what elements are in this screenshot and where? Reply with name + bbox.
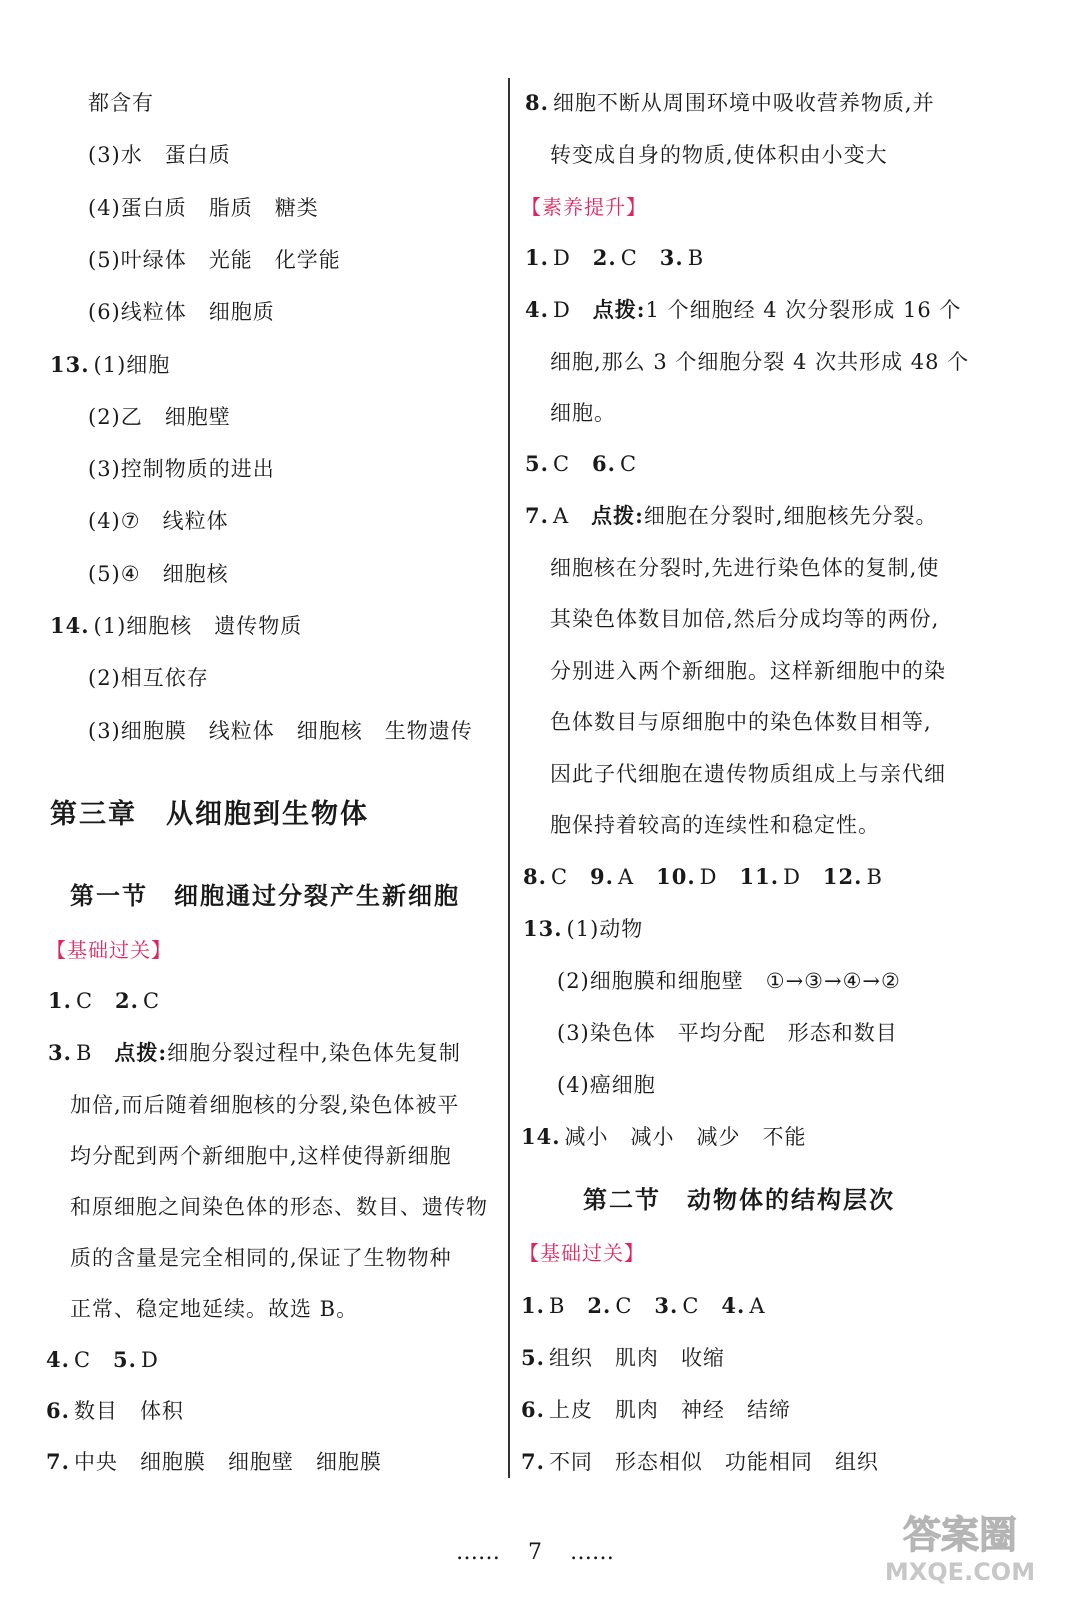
text-line: (3)水 蛋白质 (88, 143, 231, 167)
text-line: 胞保持着较高的连续性和稳定性。 (550, 813, 880, 837)
answer-line: 1. C 2. C (48, 988, 161, 1013)
text-line: (2)乙 细胞壁 (88, 405, 231, 429)
text-line: 正常、稳定地延续。故选 B。 (70, 1297, 359, 1321)
watermark-logo (870, 1508, 1050, 1586)
answer-5: 5. 组织 肌肉 收缩 (521, 1345, 725, 1370)
text-line: 色体数目与原细胞中的染色体数目相等, (550, 710, 932, 734)
answer-line: 1. B 2. C 3. C 4. A (521, 1293, 766, 1318)
text-line: 细胞,那么 3 个细胞分裂 4 次共形成 48 个 (550, 350, 970, 374)
answer-13: 13. (1)动物 (523, 916, 644, 941)
answer-7: 7. 中央 细胞膜 细胞壁 细胞膜 (46, 1449, 382, 1474)
text-line: 因此子代细胞在遗传物质组成上与亲代细 (550, 762, 946, 786)
text-line: (4)⑦ 线粒体 (88, 509, 229, 533)
text-line: (2)相互依存 (88, 666, 209, 690)
answer-8: 8. 细胞不断从周围环境中吸收营养物质,并 (525, 90, 935, 115)
page-number: 7 (528, 1540, 542, 1565)
answer-7: 7. 不同 形态相似 功能相同 组织 (521, 1449, 879, 1474)
answer-line: 4. C 5. D (46, 1347, 159, 1372)
answer-13: 13. (1)细胞 (50, 352, 171, 377)
text-line: 细胞。 (550, 401, 616, 425)
text-line: 加倍,而后随着细胞核的分裂,染色体被平 (70, 1093, 460, 1117)
text-line: (2)细胞膜和细胞壁 ①→③→④→② (557, 969, 901, 993)
text-line: 分别进入两个新细胞。这样新细胞中的染 (550, 659, 946, 683)
text-line: (4)蛋白质 脂质 糖类 (88, 196, 319, 220)
answer-line: 5. C 6. C (525, 451, 638, 476)
section-tag: 【基础过关】 (519, 1241, 645, 1265)
chapter-title: 第三章 从细胞到生物体 (50, 799, 369, 830)
text-line: 质的含量是完全相同的,保证了生物物种 (70, 1246, 452, 1270)
text-line: 其染色体数目加倍,然后分成均等的两份, (550, 607, 940, 631)
watermark-url: MXQE.COM (884, 1558, 1036, 1586)
text-line: 转变成自身的物质,使体积由小变大 (550, 143, 888, 167)
answer-line: 1. D 2. C 3. B (525, 245, 705, 270)
text-line: (6)线粒体 细胞质 (88, 300, 275, 324)
footer-dots-right: …… (570, 1540, 614, 1565)
answer-14: 14. (1)细胞核 遗传物质 (50, 613, 303, 638)
answer-14: 14. 减小 减小 减少 不能 (521, 1124, 807, 1149)
text-line: (4)癌细胞 (557, 1073, 656, 1097)
answer-6: 6. 数目 体积 (46, 1398, 184, 1423)
text-line: 细胞核在分裂时,先进行染色体的复制,使 (550, 556, 940, 580)
text-line: (3)控制物质的进出 (88, 457, 275, 481)
section-title: 第一节 细胞通过分裂产生新细胞 (70, 882, 460, 910)
answer-6: 6. 上皮 肌肉 神经 结缔 (521, 1397, 791, 1422)
text-line: 均分配到两个新细胞中,这样使得新细胞 (70, 1144, 452, 1168)
column-divider (508, 78, 510, 1478)
text-line: (3)细胞膜 线粒体 细胞核 生物遗传 (88, 719, 473, 743)
section-tag: 【基础过关】 (46, 938, 172, 962)
text-line: 都含有 (88, 91, 154, 115)
answer-3: 3. B 点拨:细胞分裂过程中,染色体先复制 (48, 1040, 461, 1065)
text-line: 和原细胞之间染色体的形态、数目、遗传物 (70, 1195, 488, 1219)
text-line: (5)④ 细胞核 (88, 562, 229, 586)
section-tag: 【素养提升】 (521, 195, 647, 219)
footer-dots-left: …… (456, 1540, 500, 1565)
section-title: 第二节 动物体的结构层次 (583, 1186, 895, 1214)
answer-7: 7. A 点拨:细胞在分裂时,细胞核先分裂。 (525, 503, 938, 528)
text-line: (5)叶绿体 光能 化学能 (88, 248, 341, 272)
text-line: (3)染色体 平均分配 形态和数目 (557, 1021, 898, 1045)
answer-4: 4. D 点拨:1 个细胞经 4 次分裂形成 16 个 (525, 297, 962, 322)
answer-line: 8. C 9. A 10. D 11. D 12. B (523, 864, 883, 889)
watermark-text: 答案圈 (902, 1513, 1018, 1557)
